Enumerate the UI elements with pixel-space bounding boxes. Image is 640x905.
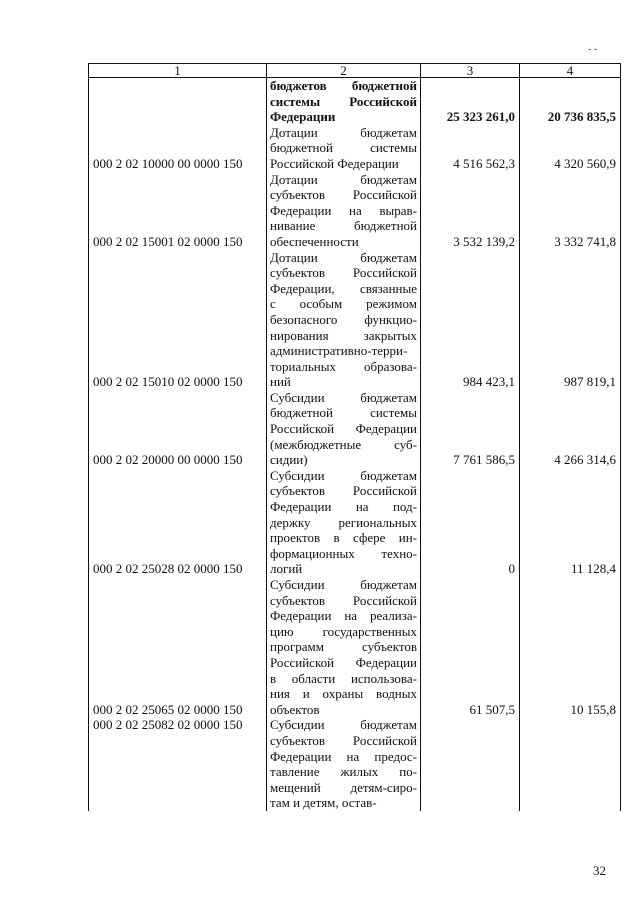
- amount-col3: 7 761 586,5: [421, 390, 520, 468]
- amount-col4: 4 266 314,6: [520, 390, 621, 468]
- table-row: [89, 468, 621, 577]
- revenue-name-line: цию государственных: [270, 623, 417, 639]
- revenue-name-line: Федерации на под-: [270, 499, 417, 515]
- amount-col4: 987 819,1: [520, 250, 621, 390]
- amount-col4: 4 320 560,9: [520, 125, 621, 172]
- budget-code: 000 2 02 25028 02 0000 150: [89, 468, 267, 577]
- revenue-name: [267, 390, 421, 468]
- amount-col3: 3 532 139,2: [421, 172, 520, 250]
- revenue-name-line: системы Российской: [270, 93, 417, 109]
- table-body: [89, 78, 621, 811]
- budget-code: 000 2 02 25082 02 0000 150: [89, 717, 267, 811]
- revenue-name-line: бюджетов бюджетной: [270, 78, 417, 93]
- revenue-name-line: субъектов Российской: [270, 187, 417, 203]
- revenue-name-line: нивание бюджетной: [270, 218, 417, 234]
- revenue-name: [267, 468, 421, 577]
- revenue-name-line: Субсидии бюджетам: [270, 577, 417, 592]
- budget-code: 000 2 02 20000 00 0000 150: [89, 390, 267, 468]
- budget-table: [88, 63, 621, 811]
- revenue-name-line: бюджетной системы: [270, 405, 417, 421]
- table-row: [89, 172, 621, 250]
- column-header-2: 2: [267, 64, 421, 78]
- revenue-name-line: ториальных образова-: [270, 358, 417, 374]
- amount-col4: 3 332 741,8: [520, 172, 621, 250]
- revenue-name-line: субъектов Российской: [270, 732, 417, 748]
- page-mark: - -: [588, 44, 598, 55]
- revenue-name: [267, 172, 421, 250]
- table-row: [89, 717, 621, 811]
- revenue-name-line: мещений детям-сиро-: [270, 779, 417, 795]
- revenue-name: [267, 717, 421, 811]
- amount-col4: 10 155,8: [520, 577, 621, 717]
- budget-code: 000 2 02 25065 02 0000 150: [89, 577, 267, 717]
- table-row: [89, 125, 621, 172]
- column-header-3: 3: [421, 64, 520, 78]
- amount-col4: 11 128,4: [520, 468, 621, 577]
- revenue-name: [267, 125, 421, 172]
- revenue-name-line: там и детям, остав-: [270, 795, 377, 811]
- column-header-4: 4: [520, 64, 621, 78]
- revenue-name: [267, 250, 421, 390]
- revenue-name-line: сидии): [270, 452, 308, 468]
- revenue-name-line: Российской Федерации: [270, 654, 417, 670]
- revenue-name-line: Субсидии бюджетам: [270, 467, 417, 483]
- revenue-name-line: Субсидии бюджетам: [270, 389, 417, 405]
- revenue-name-line: Федерации на вырав-: [270, 202, 417, 218]
- amount-col3: 984 423,1: [421, 250, 520, 390]
- revenue-name-line: программ субъектов: [270, 639, 417, 655]
- revenue-name-line: формационных техно-: [270, 545, 417, 561]
- revenue-name-line: в области использова-: [270, 670, 417, 686]
- revenue-name-line: Федерации на предос-: [270, 748, 417, 764]
- budget-code: 000 2 02 15010 02 0000 150: [89, 250, 267, 390]
- revenue-name-line: Российской Федерации: [270, 421, 417, 437]
- amount-col3: 61 507,5: [421, 577, 520, 717]
- column-header-row: [89, 64, 621, 78]
- revenue-name-line: логий: [270, 561, 303, 577]
- table-row: [89, 78, 621, 125]
- revenue-name-line: ний: [270, 374, 291, 390]
- page-number: 32: [593, 863, 606, 878]
- column-header-1: 1: [89, 64, 267, 78]
- revenue-name-line: держку региональных: [270, 514, 417, 530]
- revenue-name-line: нирования закрытых: [270, 327, 417, 343]
- revenue-name-line: субъектов Российской: [270, 483, 417, 499]
- amount-col4: 20 736 835,5: [520, 78, 621, 125]
- revenue-name-line: Дотации бюджетам: [270, 124, 417, 140]
- amount-col4: [520, 717, 621, 811]
- amount-col3: 4 516 562,3: [421, 125, 520, 172]
- revenue-name-line: Дотации бюджетам: [270, 249, 417, 265]
- budget-code: 000 2 02 15001 02 0000 150: [89, 172, 267, 250]
- budget-code: 000 2 02 10000 00 0000 150: [89, 125, 267, 172]
- revenue-name-line: обеспеченности: [270, 233, 359, 249]
- revenue-name-line: объектов: [270, 701, 320, 717]
- amount-col3: 0: [421, 468, 520, 577]
- revenue-name-line: с особым режимом: [270, 296, 417, 312]
- revenue-name: [267, 78, 421, 125]
- table-row: [89, 390, 621, 468]
- revenue-name-line: Дотации бюджетам: [270, 171, 417, 187]
- amount-col3: [421, 717, 520, 811]
- revenue-name: [267, 577, 421, 717]
- table-row: [89, 577, 621, 717]
- table-row: [89, 250, 621, 390]
- revenue-name-line: субъектов Российской: [270, 265, 417, 281]
- revenue-name-line: ния и охраны водных: [270, 686, 417, 702]
- amount-col3: 25 323 261,0: [421, 78, 520, 125]
- revenue-name-line: Субсидии бюджетам: [270, 717, 417, 733]
- revenue-name-line: Федерации: [270, 109, 336, 125]
- revenue-name-line: бюджетной системы: [270, 140, 417, 156]
- revenue-name-line: Федерации на реализа-: [270, 608, 417, 624]
- budget-code: [89, 78, 267, 125]
- revenue-name-line: Федерации, связанные: [270, 280, 417, 296]
- revenue-name-line: Российской Федерации: [270, 155, 399, 171]
- revenue-name-line: тавление жилых по-: [270, 764, 417, 780]
- revenue-name-line: проектов в сфере ин-: [270, 530, 417, 546]
- revenue-name-line: безопасного функцио-: [270, 311, 417, 327]
- revenue-name-line: (межбюджетные суб-: [270, 436, 417, 452]
- revenue-name-line: административно-терри-: [270, 343, 408, 359]
- revenue-name-line: субъектов Российской: [270, 592, 417, 608]
